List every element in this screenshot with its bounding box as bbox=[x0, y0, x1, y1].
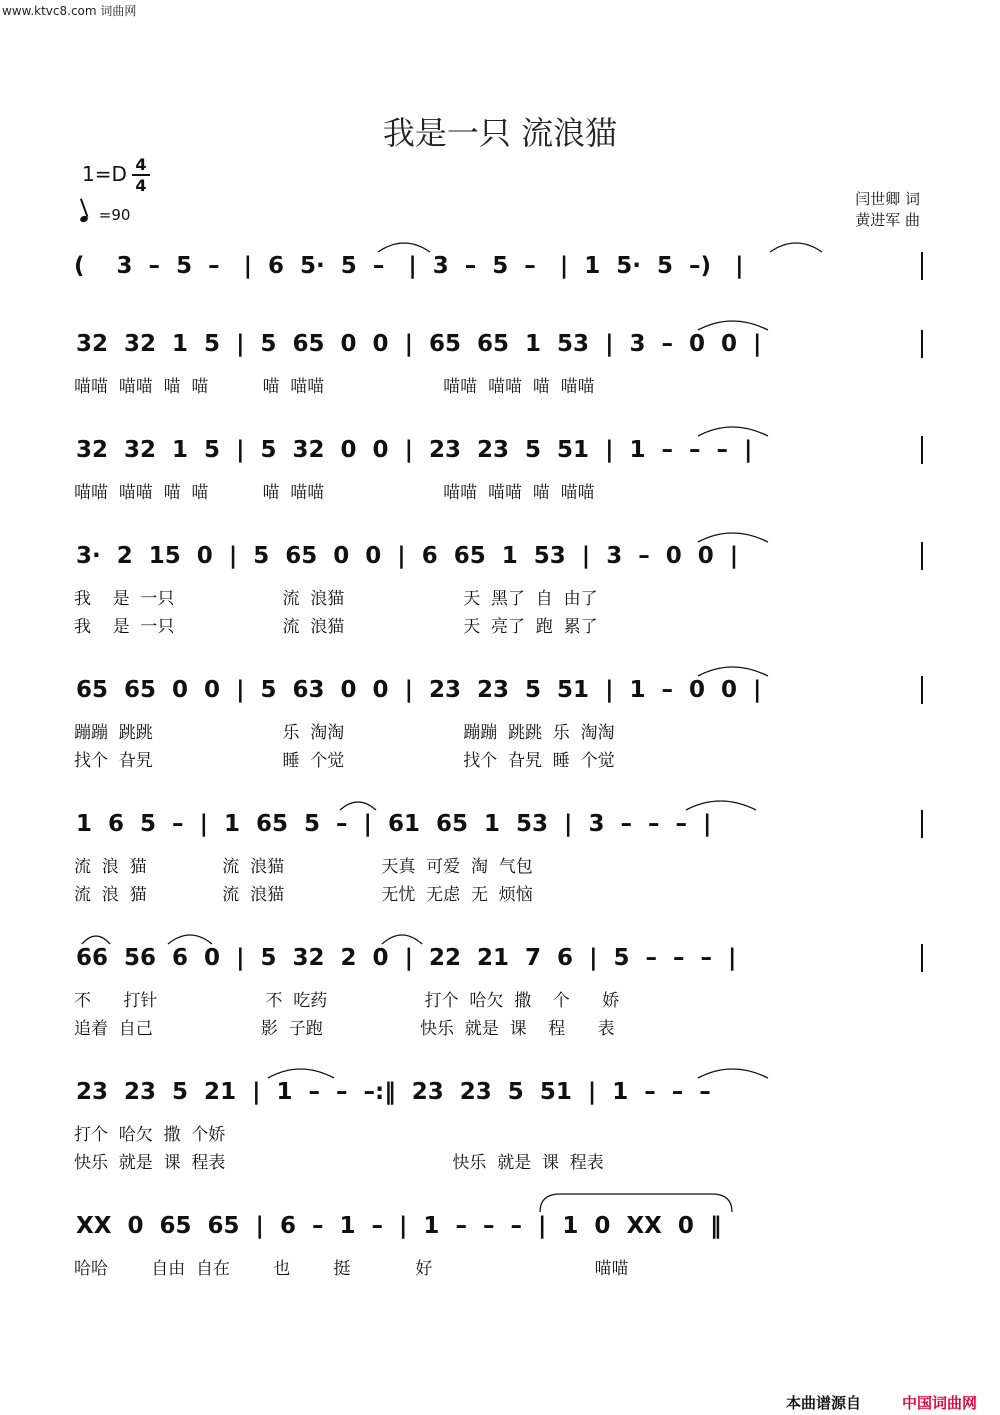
slur bbox=[168, 935, 212, 944]
slur bbox=[540, 1194, 732, 1212]
notes-row-0: ( 3 – 5 – | 6 5· 5 – | 3 – 5 – | 1 5· 5 –) | bbox=[74, 253, 744, 279]
lyrics-row-5-line-1: 流 浪 猫 流 浪猫 天真 可爱 淘 气包 bbox=[74, 857, 533, 877]
slur bbox=[698, 1069, 768, 1078]
slur bbox=[698, 667, 768, 676]
slur bbox=[698, 427, 768, 436]
notes-row-2: 32 32 1 5 | 5 32 0 0 | 23 23 5 51 | 1 – – – | bbox=[76, 437, 753, 463]
slur bbox=[378, 243, 430, 252]
time-signature-top: 4 bbox=[135, 155, 147, 174]
notes-row-8: XX 0 65 65 | 6 – 1 – | 1 – – – | 1 0 XX 0 ‖ bbox=[76, 1213, 722, 1239]
watermark-top: www.ktvc8.com 词曲网 bbox=[2, 4, 137, 18]
slur bbox=[268, 1069, 334, 1078]
slur bbox=[770, 243, 822, 252]
lyrics-row-7-line-2: 快乐 就是 课 程表 快乐 就是 课 程表 bbox=[74, 1153, 604, 1173]
lyrics-row-4-line-2: 找个 旮旯 睡 个觉 找个 旮旯 睡 个觉 bbox=[74, 751, 615, 771]
slur bbox=[340, 802, 376, 810]
notes-row-4: 65 65 0 0 | 5 63 0 0 | 23 23 5 51 | 1 – 0 0 | bbox=[76, 677, 762, 703]
lyrics-row-1-line-1: 喵喵 喵喵 喵 喵 喵 喵喵 喵喵 喵喵 喵 喵喵 bbox=[74, 377, 595, 397]
lyrics-row-7-line-1: 打个 哈欠 撒 个娇 bbox=[74, 1125, 226, 1145]
notes-row-6: 66 56 6 0 | 5 32 2 0 | 22 21 7 6 | 5 – – – | bbox=[76, 945, 737, 971]
lyrics-row-6-line-1: 不 打针 不 吃药 打个 哈欠 撒 个 娇 bbox=[74, 991, 620, 1011]
notes-row-7: 23 23 5 21 | 1 – – –:‖ 23 23 5 51 | 1 – – – bbox=[76, 1079, 711, 1105]
slur bbox=[686, 801, 756, 810]
notes-row-3: 3· 2 15 0 | 5 65 0 0 | 6 65 1 53 | 3 – 0 0 | bbox=[76, 543, 739, 569]
slur bbox=[698, 321, 768, 330]
time-signature bbox=[132, 156, 150, 194]
time-signature-bottom: 4 bbox=[135, 176, 147, 195]
lyrics-row-3-line-2: 我 是 一只 流 浪猫 天 亮了 跑 累了 bbox=[74, 617, 598, 637]
quarter-note-icon bbox=[79, 215, 89, 223]
key-signature: 1=D bbox=[82, 162, 127, 186]
notes-row-1: 32 32 1 5 | 5 65 0 0 | 65 65 1 53 | 3 – 0 0 | bbox=[76, 331, 762, 357]
composer-credit: 黄进军 曲 bbox=[855, 211, 920, 229]
slur bbox=[82, 936, 110, 944]
lyrics-row-2-line-1: 喵喵 喵喵 喵 喵 喵 喵喵 喵喵 喵喵 喵 喵喵 bbox=[74, 483, 595, 503]
tempo-value: =90 bbox=[98, 206, 131, 224]
lyrics-row-6-line-2: 追着 自己 影 子跑 快乐 就是 课 程 表 bbox=[74, 1019, 615, 1039]
notes-row-5: 1 6 5 – | 1 65 5 – | 61 65 1 53 | 3 – – – | bbox=[76, 811, 712, 837]
lyrics-row-4-line-1: 蹦蹦 跳跳 乐 淘淘 蹦蹦 跳跳 乐 淘淘 bbox=[74, 723, 615, 743]
slur bbox=[698, 533, 768, 542]
lyricist-credit: 闫世卿 词 bbox=[855, 190, 920, 208]
source-label: 本曲谱源自 bbox=[786, 1394, 862, 1412]
lyrics-row-5-line-2: 流 浪 猫 流 浪猫 无忧 无虑 无 烦恼 bbox=[74, 885, 533, 905]
tempo-marking bbox=[80, 206, 130, 224]
song-title: 我是一只 流浪猫 bbox=[382, 114, 618, 152]
slur bbox=[382, 935, 422, 944]
source-site-link[interactable]: 中国词曲网 bbox=[902, 1394, 978, 1412]
lyrics-row-8-line-1: 哈哈 自由 自在 也 挺 好 喵喵 bbox=[74, 1259, 629, 1279]
lyrics-row-3-line-1: 我 是 一只 流 浪猫 天 黑了 自 由了 bbox=[74, 589, 598, 609]
